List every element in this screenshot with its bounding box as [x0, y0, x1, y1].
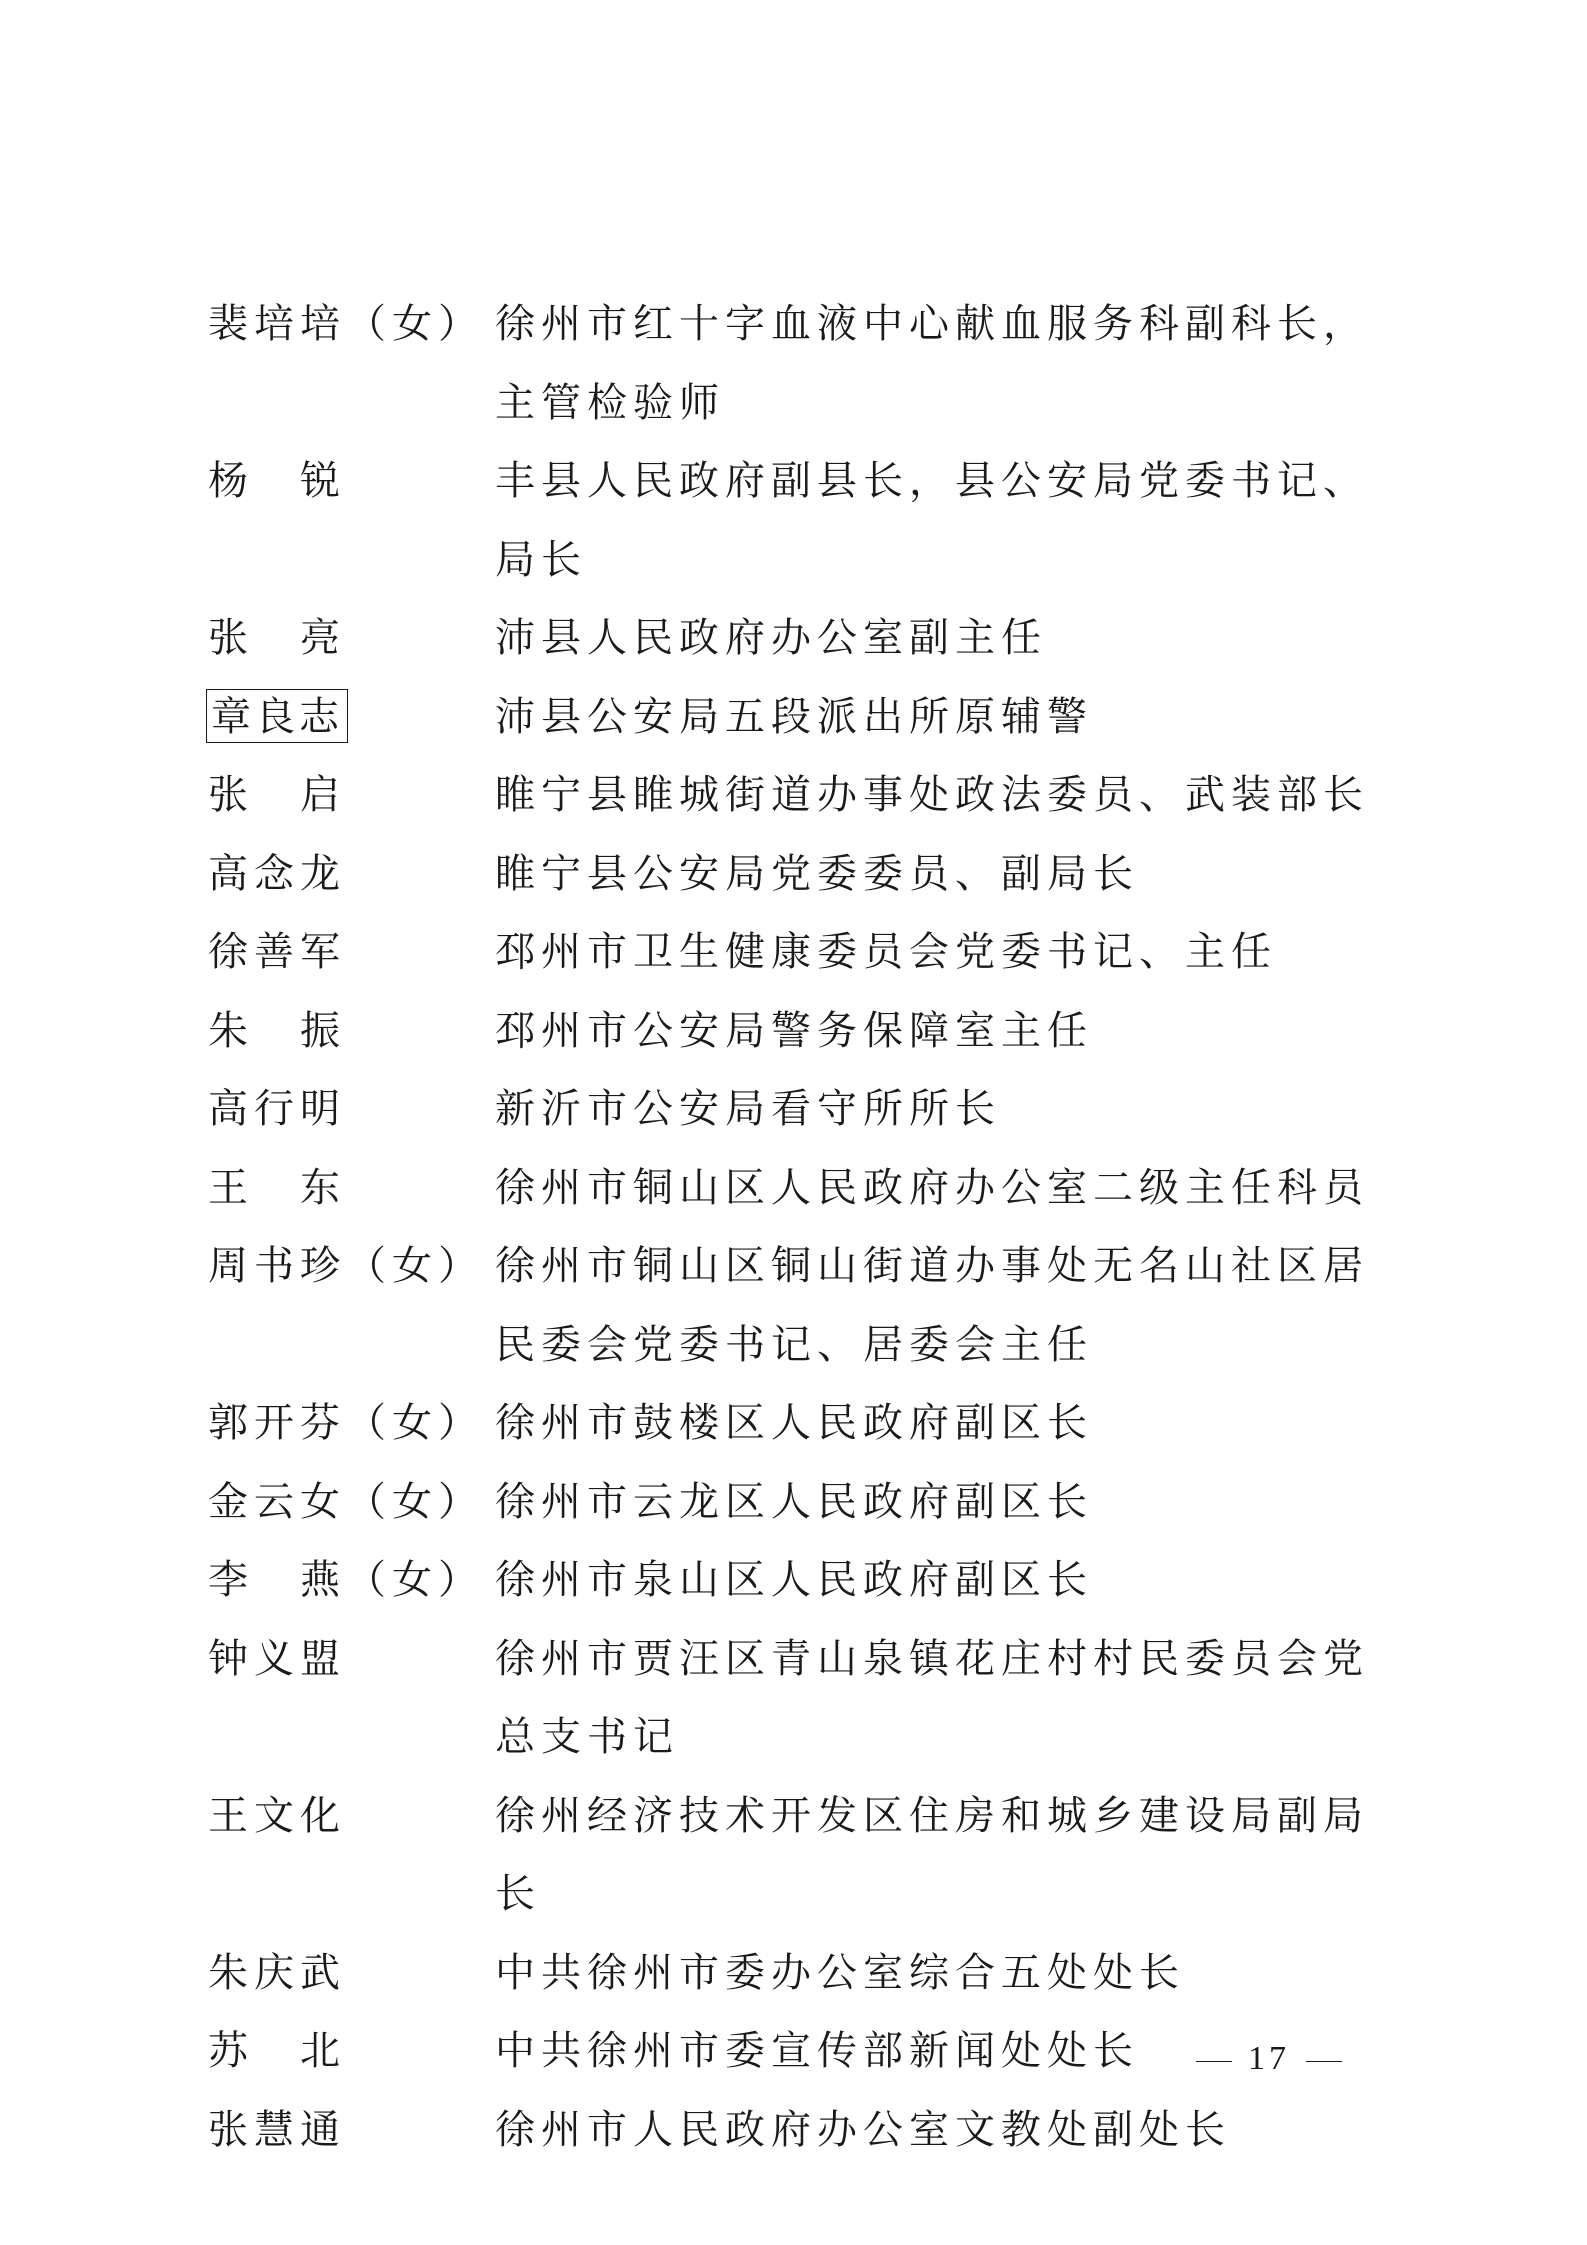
list-item: [208, 1463, 1408, 1542]
person-name: 金云女（女）: [208, 1478, 484, 1525]
list-item: [208, 1541, 1408, 1620]
person-name-cell: [208, 678, 495, 757]
list-item: [208, 835, 1408, 914]
person-name: 王文化: [208, 1792, 346, 1839]
list-item: [208, 1227, 1408, 1384]
person-role: 徐州市铜山区人民政府办公室二级主任科员: [495, 1164, 1369, 1211]
list-item: [208, 913, 1408, 992]
person-name: 钟义盟: [208, 1635, 346, 1682]
list-item: [208, 992, 1408, 1071]
list-item: [208, 1934, 1408, 2013]
person-name: 朱庆武: [208, 1949, 346, 1996]
person-name: 李 燕（女）: [208, 1557, 484, 1603]
person-role: 丰县人民政府副县长，县公安局党委书记、局长: [495, 458, 1369, 583]
person-role: 徐州市人民政府办公室文教处副处长: [495, 2106, 1231, 2153]
person-name: 郭开芬（女）: [208, 1400, 484, 1446]
person-name: 苏 北: [208, 2028, 346, 2074]
person-role: 沛县人民政府办公室副主任: [495, 615, 1047, 661]
person-role: 邳州市卫生健康委员会党委书记、主任: [495, 929, 1277, 975]
person-role: 徐州市泉山区人民政府副区长: [495, 1557, 1093, 1603]
list-item: [208, 442, 1408, 599]
person-role: 徐州市云龙区人民政府副区长: [495, 1478, 1093, 1525]
person-name: 徐善军: [208, 929, 346, 975]
person-name: 张 启: [208, 772, 346, 818]
person-role: 新沂市公安局看守所所长: [495, 1086, 1001, 1132]
personnel-list: [208, 285, 1408, 2169]
list-item: [208, 1149, 1408, 1228]
person-role: 睢宁县公安局党委委员、副局长: [495, 850, 1139, 897]
list-item: [208, 285, 1408, 442]
list-item: [208, 599, 1408, 678]
boxed-person-name: 章良志: [206, 689, 348, 743]
dash-left: [1196, 2061, 1232, 2062]
person-role: 邳州市公安局警务保障室主任: [495, 1007, 1093, 1054]
person-name: 王 东: [208, 1164, 346, 1211]
person-name: 张 亮: [208, 615, 346, 661]
person-role: 徐州市贾汪区青山泉镇花庄村村民委员会党总支书记: [495, 1635, 1369, 1760]
list-item: [208, 1777, 1408, 1934]
person-role: 中共徐州市委宣传部新闻处处长: [495, 2028, 1139, 2074]
person-name: 杨 锐: [208, 458, 346, 504]
page-number: 17: [1248, 2040, 1290, 2077]
list-item: [208, 678, 1408, 757]
person-name: 周书珍（女）: [208, 1243, 484, 1289]
dash-right: [1306, 2061, 1342, 2062]
person-name: 高行明: [208, 1086, 346, 1132]
person-role: 中共徐州市委办公室综合五处处长: [495, 1949, 1185, 1996]
person-role: 徐州市鼓楼区人民政府副区长: [495, 1400, 1093, 1446]
list-item: [208, 756, 1408, 835]
page-footer: [1180, 2040, 1358, 2078]
person-role: 徐州市红十字血液中心献血服务科副科长，主管检验师: [495, 301, 1369, 426]
person-role: 徐州经济技术开发区住房和城乡建设局副局长: [495, 1792, 1369, 1917]
list-item: [208, 1070, 1408, 1149]
list-item: [208, 1620, 1408, 1777]
person-role: 沛县公安局五段派出所原辅警: [495, 693, 1093, 740]
person-name: 张慧通: [208, 2106, 346, 2153]
person-name: 裴培培（女）: [208, 301, 484, 347]
person-role: 睢宁县睢城街道办事处政法委员、武装部长: [495, 772, 1369, 818]
person-role: 徐州市铜山区铜山街道办事处无名山社区居民委会党委书记、居委会主任: [495, 1243, 1369, 1368]
person-name: 朱 振: [208, 1007, 346, 1054]
person-name: 高念龙: [208, 850, 346, 897]
list-item: [208, 1384, 1408, 1463]
list-item: [208, 2091, 1408, 2170]
